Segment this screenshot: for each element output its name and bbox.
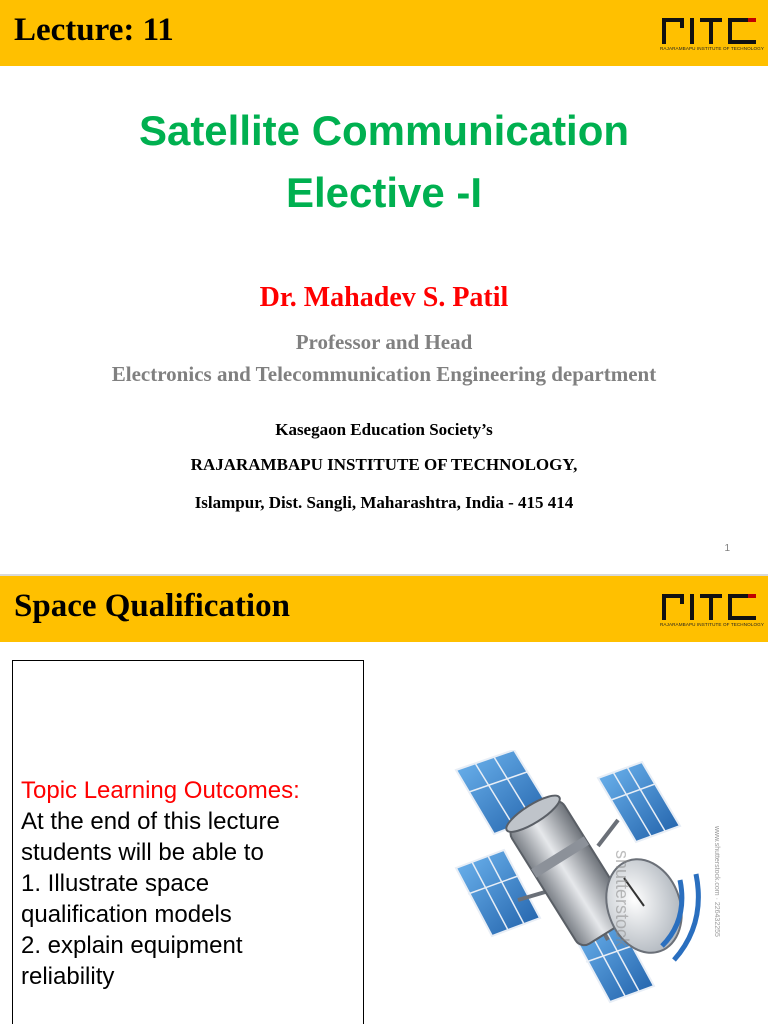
rit-logo-mark <box>660 14 760 46</box>
outcome-line: 1. Illustrate space <box>21 870 210 897</box>
rit-logo <box>660 14 764 54</box>
author-name: Dr. Mahadev S. Patil <box>259 282 509 313</box>
image-watermark: shutterstock <box>612 850 632 948</box>
rit-logo <box>660 590 764 630</box>
rit-logo-mark <box>660 590 760 622</box>
rit-logo-caption: RAJARAMBAPU INSTITUTE OF TECHNOLOGY <box>660 622 764 627</box>
outcome-line: 2. explain equipment <box>21 932 243 959</box>
image-stock-id: www.shutterstock.com · 226432255 <box>713 826 720 937</box>
outcome-line: At the end of this lecture <box>21 808 280 835</box>
section-title: Space Qualification <box>14 588 290 624</box>
lecture-title: Lecture: 11 <box>14 12 174 48</box>
course-subtitle: Elective -I <box>285 169 483 216</box>
author-role: Professor and Head <box>295 330 473 354</box>
page-number: 1 <box>724 543 730 554</box>
institute-name: RAJARAMBAPU INSTITUTE OF TECHNOLOGY, <box>190 455 578 474</box>
learning-outcomes-heading: Topic Learning Outcomes: <box>21 777 300 804</box>
institute-address: Islampur, Dist. Sangli, Maharashtra, India - 415 414 <box>194 493 574 512</box>
outcome-line: qualification models <box>21 901 232 928</box>
author-department: Electronics and Telecommunication Engineering department <box>111 362 657 386</box>
course-title: Satellite Communication <box>138 107 630 154</box>
learning-outcomes-box <box>12 660 364 1024</box>
slide-1-header-bar <box>0 0 768 66</box>
outcome-line: students will be able to <box>21 839 264 866</box>
outcome-line: reliability <box>21 963 115 990</box>
society-name: Kasegaon Education Society’s <box>275 420 493 439</box>
slide-2 <box>0 576 768 1024</box>
learning-outcomes-text <box>21 775 361 992</box>
slide-2-header-bar <box>0 576 768 642</box>
rit-logo-caption: RAJARAMBAPU INSTITUTE OF TECHNOLOGY <box>660 46 764 51</box>
